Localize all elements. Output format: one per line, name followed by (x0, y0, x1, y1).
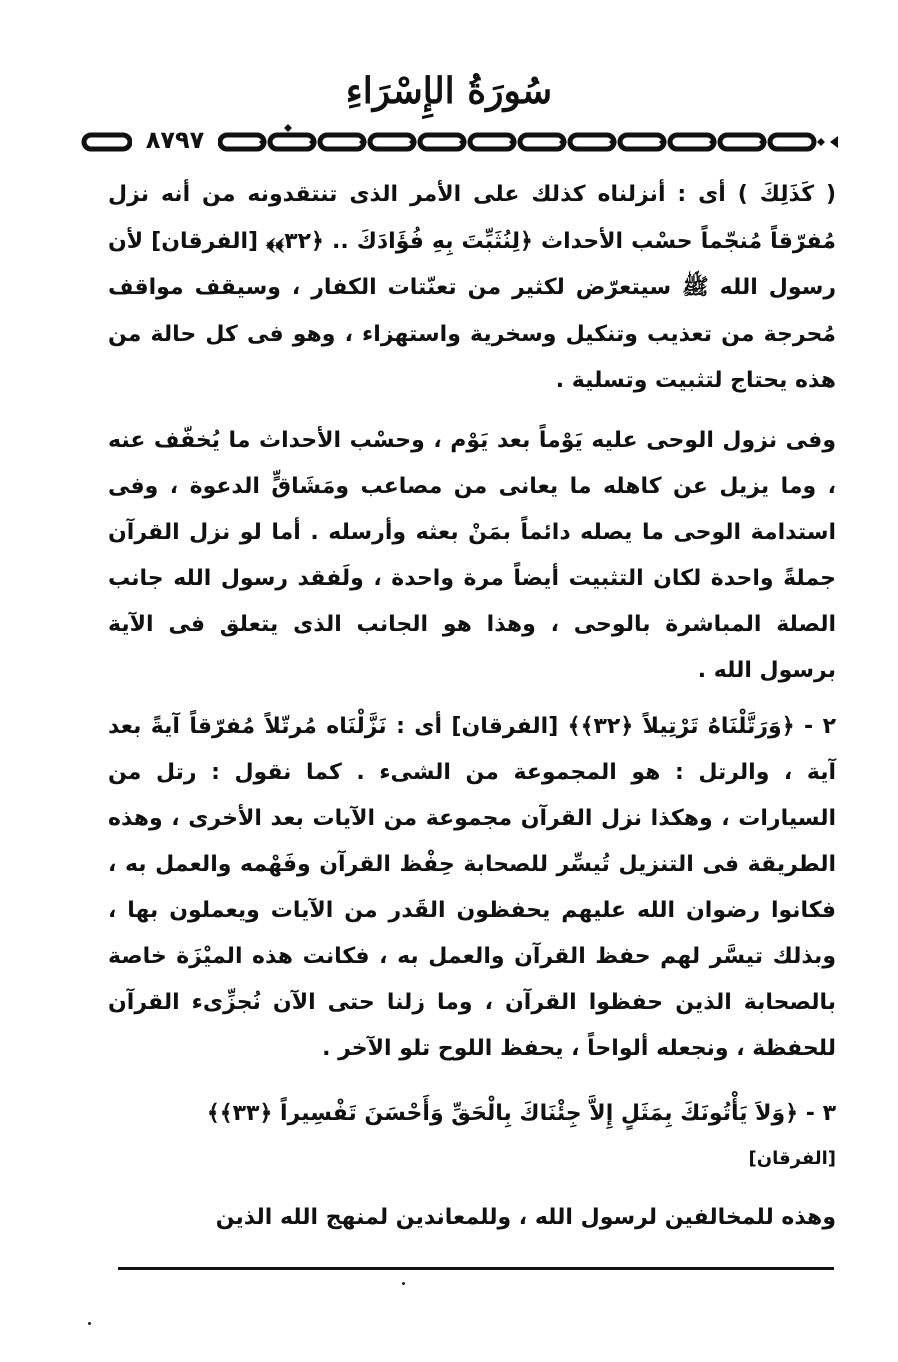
verse-reference: [الفرقان] (748, 1148, 836, 1169)
paragraph-2: وفى نزول الوحى عليه يَوْماً بعد يَوْم ، وحسْب الأحداث ما يُخفّف عنه ، وما يزيل عن كاهله ما يعانى من مصاعب ومَشَاقٍّ الدعوة ، وفى استدامة الوحى ما يصله دائماً بمَنْ بعثه وأرسله . أما لو نزل القرآن جملةً واحدة لكان التثبيت أيضاً مرة واحدة ، ولَفقد رسول الله جانب الصلة المباشرة بالوحى ، وهذا هو الجانب الذى يتعلق فى الآية برسول الله . (108, 428, 836, 683)
surah-title: سُورَةُ الإِسْرَاءِ (345, 70, 553, 112)
paragraph-1: ( كَذَلِكَ ) أى : أنزلناه كذلك على الأمر الذى تنتقدونه من أنه نزل مُفرّقاً مُنجّماً حسْب الأحداث ﴿لِنُثَبِّتَ بِهِ فُؤَادَكَ .. ﴿٣٢﴾﴾ [الفرقان] لأن رسول الله ﷺ سيتعرّض لكثير من تعنّتات الكفار ، وسيقف مواقف مُحرجة من تعذيب وتنكيل وسخرية واستهزاء ، وهو فى كل حالة من هذه يحتاج لتثبيت وتسلية . (108, 182, 836, 393)
page-number: ٨٧٩٧ (132, 128, 218, 152)
paragraph-5: وهذه للمخالفين لرسول الله ، وللمعاندين لمنهج الله الذين (215, 1205, 836, 1230)
paragraph-4-verse: ٣ - ﴿وَلاَ يَأْتُونَكَ بِمَثَلٍ إِلاَّ جِئْنَاكَ بِالْحَقِّ وَأَحْسَنَ تَفْسِيراً ﴿٣٣﴾﴾ (206, 1101, 836, 1126)
paragraph-3: ٢ - ﴿وَرَتَّلْنَاهُ تَرْتِيلاً ﴿٣٢﴾﴾ [الفرقان] أى : نَزَّلْنَاه مُرتّلاً مُفرّقاً آيةً بعد آية ، والرتل : هو المجموعة من الشىء . كما نقول : رتل من السيارات ، وهكذا نزل القرآن مجموعة من الآيات بعد الأخرى ، وهذه الطريقة فى التنزيل تُيسِّر للصحابة حِفْظ القرآن وفَهْمه والعمل به ، فكانوا رضوان الله عليهم يحفظون القَدر من الآيات ويعملون بها ، وبذلك تيسَّر لهم حفظ القرآن والعمل به ، فكانت هذه الميْزَة خاصة بالصحابة الذين حفظوا القرآن ، وما زلنا حتى الآن نُجزِّىء القرآن للحفظة ، ونجعله ألواحاً ، يحفظ اللوح تلو الآخر . (108, 714, 837, 1061)
scan-speck (402, 1282, 405, 1285)
scan-speck (88, 1322, 91, 1325)
footer-rule (118, 1267, 834, 1270)
